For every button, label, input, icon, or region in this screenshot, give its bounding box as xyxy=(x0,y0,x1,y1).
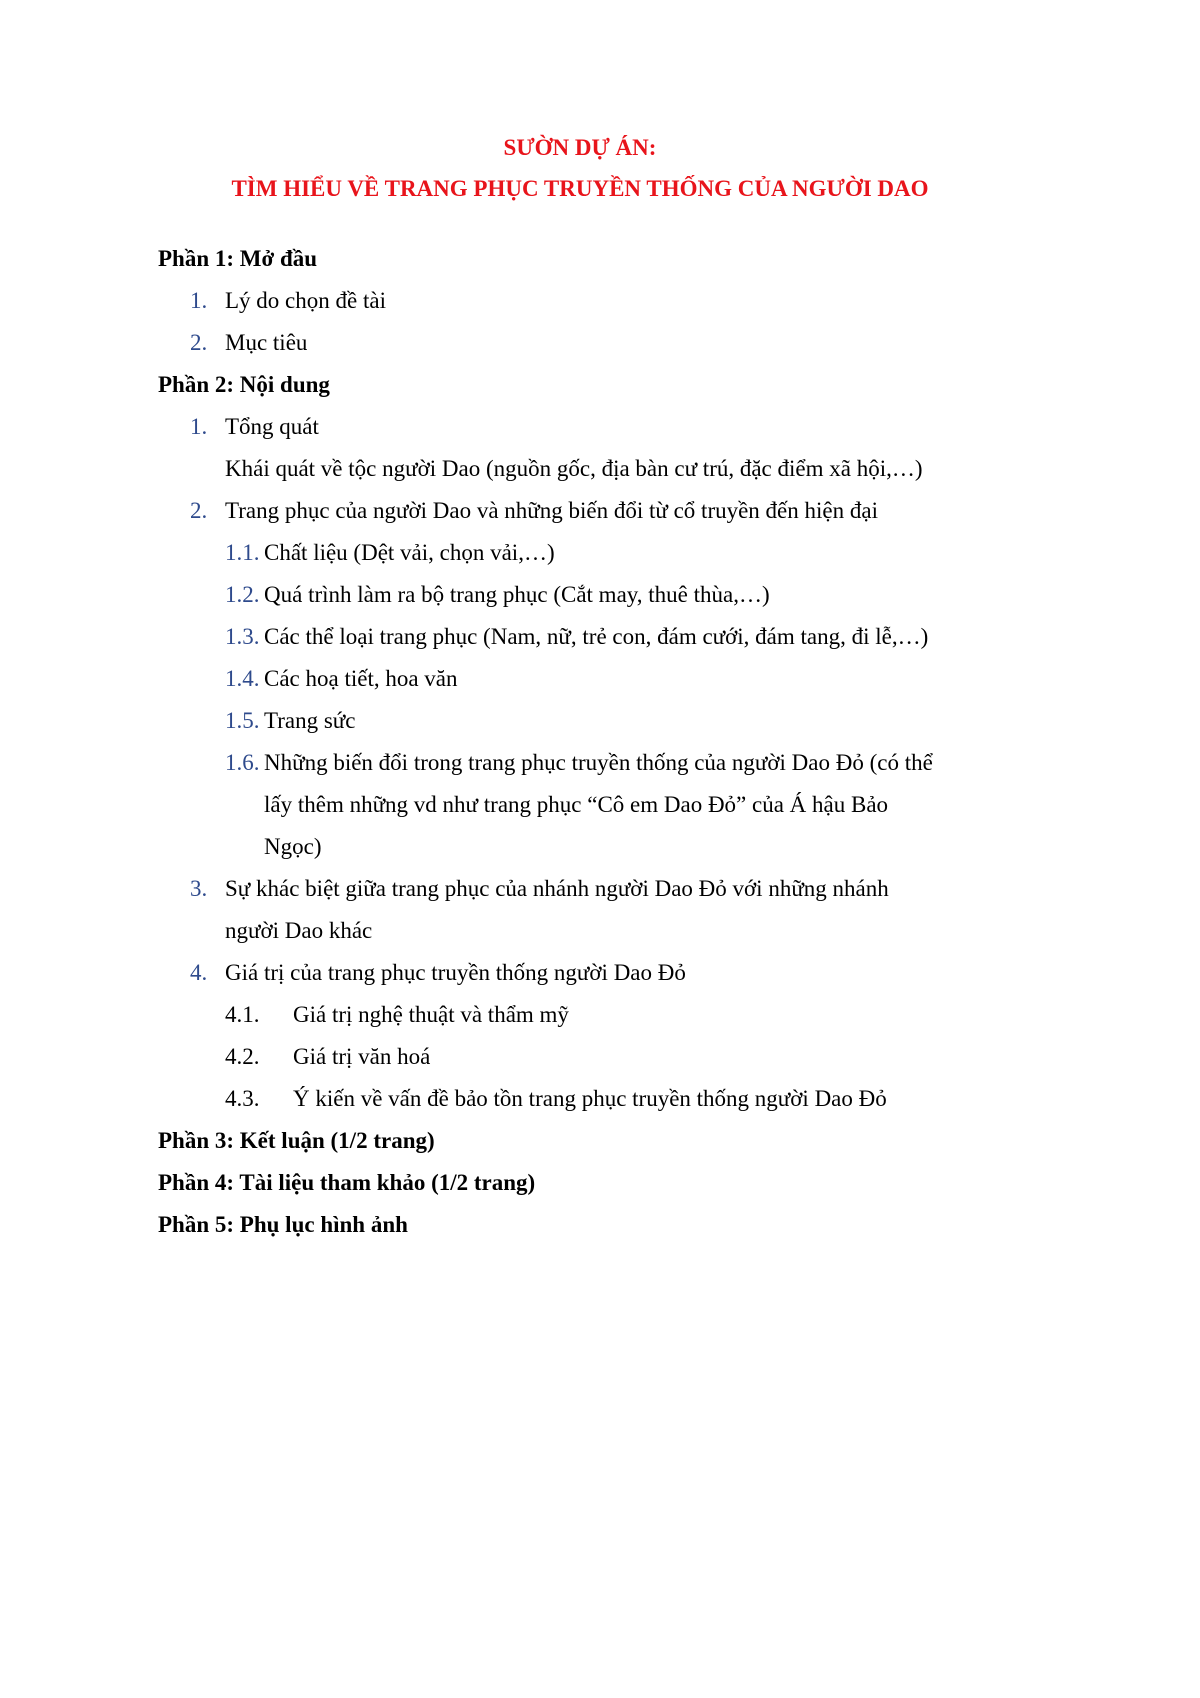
part1-heading: Phần 1: Mở đầu xyxy=(158,246,318,271)
list-item-text: Trang sức xyxy=(264,708,356,733)
sub-item-1-2 xyxy=(225,581,770,609)
list-number: 4.1. xyxy=(225,1002,260,1027)
sub-item-1-4 xyxy=(225,665,458,693)
list-number: 1.3. xyxy=(225,624,260,649)
sub-item-4-1 xyxy=(225,1001,569,1029)
list-item-text: Trang phục của người Dao và những biến đổi từ cổ truyền đến hiện đại xyxy=(225,498,878,523)
part4-heading: Phần 4: Tài liệu tham khảo (1/2 trang) xyxy=(158,1170,536,1195)
list-number: 1.1. xyxy=(225,540,260,565)
list-item-text: Các thể loại trang phục (Nam, nữ, trẻ con, đám cưới, đám tang, đi lễ,…) xyxy=(264,624,929,649)
list-number: 2. xyxy=(190,498,208,523)
sub-item-1-6-continuation: lấy thêm những vd như trang phục “Cô em Dao Đỏ” của Á hậu Bảo xyxy=(264,792,889,817)
part2-item-4 xyxy=(190,959,686,987)
list-item-text: Lý do chọn đề tài xyxy=(225,288,386,313)
list-item-text: Mục tiêu xyxy=(225,330,308,355)
list-number: 1. xyxy=(190,414,208,439)
list-number: 1.4. xyxy=(225,666,260,691)
part2-item-1-description: Khái quát về tộc người Dao (nguồn gốc, địa bàn cư trú, đặc điểm xã hội,…) xyxy=(225,456,923,481)
part5-heading: Phần 5: Phụ lục hình ảnh xyxy=(158,1212,408,1237)
list-item-text: Giá trị của trang phục truyền thống người Dao Đỏ xyxy=(225,960,686,985)
document-title-line1: SƯỜN DỰ ÁN: xyxy=(503,135,657,160)
sub-item-1-3 xyxy=(225,623,928,651)
sub-item-4-2 xyxy=(225,1043,430,1071)
list-item-text: Quá trình làm ra bộ trang phục (Cắt may, thuê thùa,…) xyxy=(264,582,770,607)
sub-item-1-1 xyxy=(225,539,555,567)
list-number: 4.2. xyxy=(225,1044,260,1069)
list-number: 1.2. xyxy=(225,582,260,607)
list-item-text: Những biến đổi trong trang phục truyền thống của người Dao Đỏ (có thể xyxy=(264,750,933,775)
list-number: 1.5. xyxy=(225,708,260,733)
part2-heading: Phần 2: Nội dung xyxy=(158,372,330,397)
list-number: 4. xyxy=(190,960,208,985)
part2-item-2 xyxy=(190,497,878,525)
part2-item-1 xyxy=(190,413,319,441)
sub-item-1-5 xyxy=(225,707,355,735)
list-number: 3. xyxy=(190,876,208,901)
list-item-text: Giá trị nghệ thuật và thẩm mỹ xyxy=(293,1002,569,1027)
list-item-text: Chất liệu (Dệt vải, chọn vải,…) xyxy=(264,540,555,565)
list-item-text: Ý kiến về vấn đề bảo tồn trang phục truyền thống người Dao Đỏ xyxy=(293,1086,887,1111)
part1-item-1 xyxy=(190,287,386,315)
sub-item-1-6 xyxy=(225,749,933,777)
list-number: 4.3. xyxy=(225,1086,260,1111)
part2-item-3-continuation: người Dao khác xyxy=(225,918,373,943)
list-number: 2. xyxy=(190,330,208,355)
sub-item-1-6-continuation: Ngọc) xyxy=(264,834,322,859)
list-item-text: Các hoạ tiết, hoa văn xyxy=(264,666,458,691)
list-item-text: Sự khác biệt giữa trang phục của nhánh người Dao Đỏ với những nhánh xyxy=(225,876,889,901)
part2-item-3 xyxy=(190,875,889,903)
list-item-text: Tổng quát xyxy=(225,414,319,439)
list-item-text: Giá trị văn hoá xyxy=(293,1044,431,1069)
part1-item-2 xyxy=(190,329,307,357)
part3-heading: Phần 3: Kết luận (1/2 trang) xyxy=(158,1128,435,1153)
document-title-line2: TÌM HIỂU VỀ TRANG PHỤC TRUYỀN THỐNG CỦA NGƯỜI DAO xyxy=(231,176,929,201)
list-number: 1. xyxy=(190,288,208,313)
sub-item-4-3 xyxy=(225,1085,887,1113)
list-number: 1.6. xyxy=(225,750,260,775)
